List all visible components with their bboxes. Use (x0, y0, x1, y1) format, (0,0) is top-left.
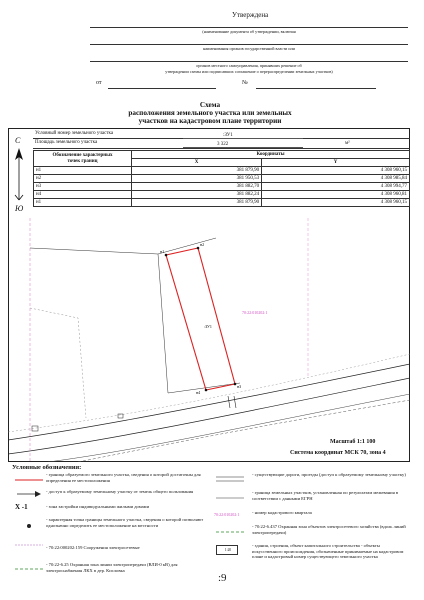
scheme-title-line-3: участков на кадастровом плане территории (138, 117, 282, 125)
svg-text::ЗУ1: :ЗУ1 (204, 324, 212, 329)
table-row: н4 381 882,24 4 308 960,81 (34, 191, 410, 199)
approval-local-caption: органов местного самоуправления, принявших решение об (196, 63, 302, 68)
legend-item-access: - доступ к образуемому земельному участку от земель общего пользования (46, 489, 194, 494)
neighbor-boundary (30, 308, 86, 418)
approval-number-line (256, 88, 376, 89)
table-row: н1 381 879,90 4 308 960,15 (34, 167, 410, 175)
parcel-info (33, 131, 410, 150)
legend-cadastral-number: :9 (218, 572, 227, 584)
compass (11, 136, 27, 216)
svg-text:н3: н3 (237, 384, 242, 389)
legend-symbol-xx: Х -1 (15, 503, 28, 511)
approval-number-prefix: № (242, 80, 248, 86)
legend-item-quarter: - номер кадастрового квартала (252, 510, 312, 515)
legend-item-protect-zone: - 70:22-6.25 Охранная зона линии электропередачи (ВЛИ-0 кВ) для электроснабжения ЛКХ в дер. Кисловка (46, 562, 178, 573)
legend-item-protect-zone-2: - 70:22-6.437 Охранная зона объектов электросетевого хозяйства (вдоль линий электропередачи) (252, 524, 406, 535)
legend-symbol-access-arrow (15, 489, 43, 499)
coordinates-table (33, 150, 410, 207)
legend-symbol-zone (15, 564, 43, 574)
legend-item-point: - характерная точка границы земельного участка, сведения о которой позволяют однозначно определить ее местоположение на местности (46, 517, 204, 528)
svg-text:70:22:010202:1: 70:22:010202:1 (242, 310, 268, 315)
svg-text:н2: н2 (200, 242, 205, 247)
parcel-area-value: 3 322 (217, 142, 229, 147)
legend-item-power-line: - 70:22:000202:159 Сооружения электросетевые (46, 545, 140, 550)
road-line (8, 364, 410, 440)
approval-date-prefix: от (96, 80, 102, 86)
legend-title: Условные обозначения: (12, 464, 82, 471)
map-crs: Система координат МСК 70, зона 4 (290, 450, 386, 456)
y-header: Y (262, 159, 410, 167)
scheme-title (60, 101, 360, 125)
approval-title: Утверждена (232, 11, 269, 19)
zone-boundary (8, 354, 410, 432)
compass-north: С (15, 136, 21, 145)
legend-symbol-quarter: 70:22:010202:1 (214, 512, 240, 517)
parcel-number-value: :ЗУ1 (223, 133, 233, 138)
point-header: Обозначение характерных точек границ (34, 151, 132, 167)
map-scale: Масштаб 1:1 100 (330, 439, 376, 445)
legend-symbol-road (216, 474, 244, 484)
legend-item-egrn-boundary: - граница земельных участков, установленная по результатам межевания в соответствии с данными ЕГРН (252, 490, 398, 501)
parcel-area-unit: м² (345, 141, 350, 146)
legend-symbol-protect-zone (216, 527, 244, 537)
svg-text:н4: н4 (196, 390, 201, 395)
parcel-number-label: Условный номер земельного участка (35, 131, 114, 136)
svg-text:н1: н1 (160, 249, 165, 254)
legend-symbol-point (15, 521, 43, 531)
legend-item-road: - существующие дороги, проезды (доступ к образуемому земельному участку) (252, 472, 406, 477)
parcel-area-label: Площадь земельного участка (35, 140, 98, 145)
legend-symbol-parcel-boundary (15, 474, 43, 486)
legend-item-zone: - зона застройки индивидуальными жилыми домами (46, 504, 150, 509)
neighbor-boundary (158, 254, 240, 393)
scheme-title-line-1: Схема (199, 101, 221, 109)
north-arrow-icon (11, 148, 27, 208)
approval-doc-caption: (наименование документа об утверждении, включая (202, 29, 296, 34)
legend-item-parcel-boundary: - граница образуемого земельного участка, сведения о которой достаточны для определения ее местоположения (46, 472, 201, 483)
approval-caption: утверждении схемы или подписавших соглашение о перераспределении земельных участков) (165, 69, 333, 74)
approval-authority-caption: наименования органов государственной власти или (203, 46, 295, 51)
compass-south: Ю (15, 204, 24, 213)
neighbor-boundary (30, 238, 216, 254)
approval-line-1 (90, 27, 408, 28)
legend-symbol-building: 1:20 (216, 545, 238, 555)
table-row: н1 381 879,90 4 308 960,15 (34, 199, 410, 207)
parcel-boundary (166, 248, 235, 390)
approval-line-2 (90, 44, 408, 45)
legend-symbol-power (15, 540, 43, 550)
approval-line-3 (90, 61, 408, 62)
cadastral-map (8, 218, 410, 462)
coords-header: Координаты (132, 151, 410, 159)
table-row: н3 381 882,70 4 308 994,77 (34, 183, 410, 191)
legend-item-buildings: - здания, строения, объект капитального строительства - объекты искусственного происхождения, обозначенные принимаемые на кадастровом плане и кадастровый номер существующего земельного участка (252, 543, 404, 560)
table-row: н2 381 950,53 4 308 985,84 (34, 175, 410, 183)
x-header: X (132, 159, 262, 167)
scheme-title-line-2: расположения земельного участка или земельных (128, 109, 292, 117)
legend-symbol-egrn-boundary (216, 493, 244, 503)
approval-date-line (108, 88, 216, 89)
